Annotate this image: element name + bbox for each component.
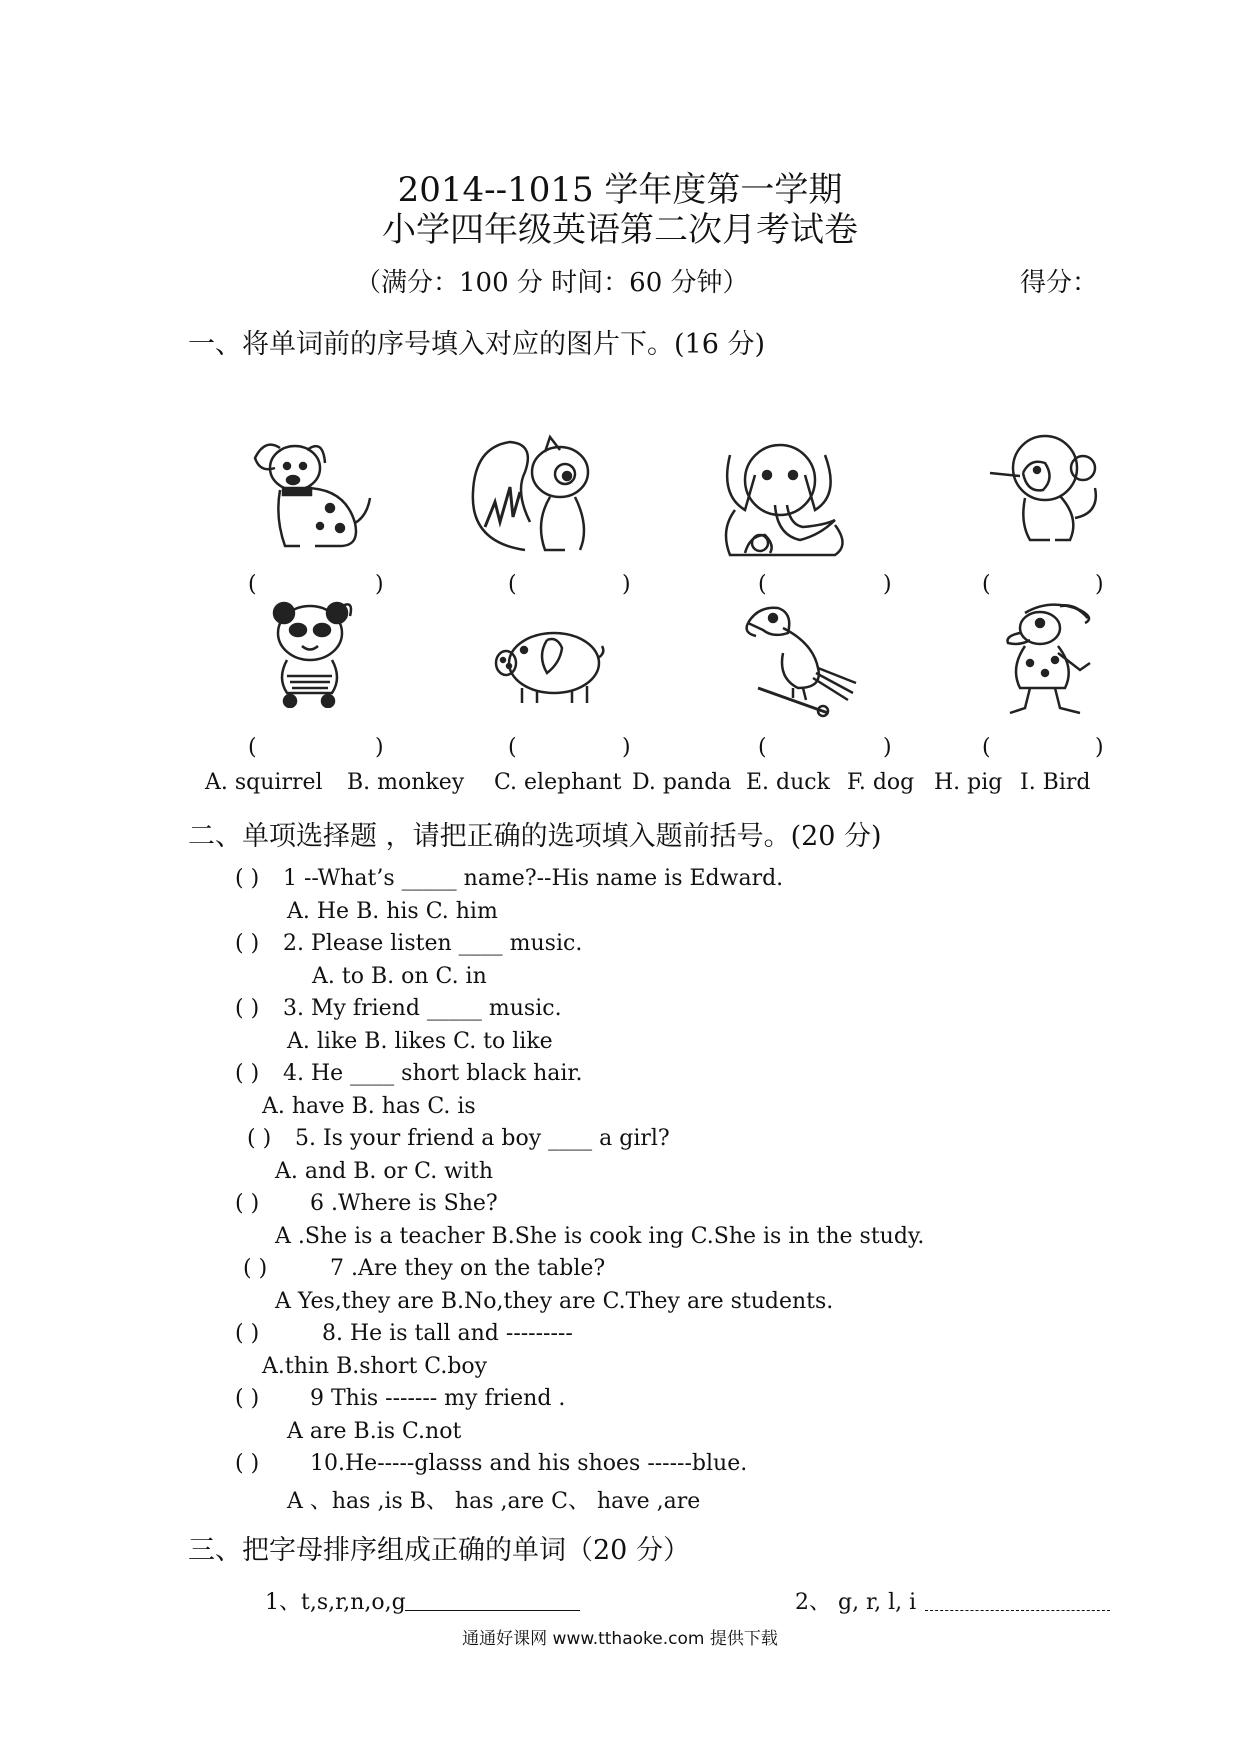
exam-info: （满分：100 分 时间：60 分钟） — [355, 268, 749, 298]
question-text: 7 .Are they on the table? — [330, 1256, 606, 1281]
question-paren: ( ) — [235, 1386, 260, 1411]
answer-paren-2-close: ) — [622, 572, 631, 597]
word-option: C. elephant — [494, 770, 622, 795]
answer-blank-2[interactable] — [925, 1590, 1110, 1615]
question-paren: ( ) — [235, 1321, 260, 1346]
answer-blank-1[interactable] — [405, 1590, 580, 1615]
score-label: 得分： — [1020, 268, 1099, 298]
question-options: A are B.is C.not — [287, 1419, 462, 1444]
question-paren: ( ) — [235, 1061, 260, 1086]
question-text: 2. Please listen ____ music. — [283, 931, 583, 956]
question-options: A. to B. on C. in — [312, 964, 487, 989]
question-options: A.thin B.short C.boy — [262, 1354, 488, 1379]
elephant-drawing-icon — [715, 435, 870, 560]
word-option: D. panda — [632, 770, 732, 795]
section1-heading: 一、将单词前的序号填入对应的图片下。(16 分) — [188, 329, 766, 360]
question-options: A. He B. his C. him — [287, 899, 498, 924]
answer-paren-2-open: ( — [508, 572, 517, 597]
question-text: 5. Is your friend a boy ____ a girl? — [295, 1126, 670, 1151]
squirrel-drawing-icon — [465, 432, 600, 557]
answer-paren-6-open: ( — [508, 735, 517, 760]
word-option: E. duck — [746, 770, 830, 795]
scramble-item-2 — [795, 1585, 916, 1616]
word-option: I. Bird — [1020, 770, 1091, 795]
question-text: 3. My friend _____ music. — [283, 996, 562, 1021]
answer-paren-5-open: ( — [248, 735, 257, 760]
dog-drawing-icon — [245, 428, 375, 553]
question-options: A 、has ,is B、 has ,are C、 have ,are — [287, 1489, 701, 1514]
answer-paren-4-close: ) — [1095, 572, 1104, 597]
panda-drawing-icon — [262, 598, 362, 708]
question-paren: ( ) — [235, 866, 260, 891]
question-text: 10.He-----glasss and his shoes ------blue. — [310, 1451, 748, 1476]
exam-title-line1: 2014--1015 学年度第一学期 — [397, 170, 843, 210]
exam-title-line2: 小学四年级英语第二次月考试卷 — [382, 210, 858, 250]
answer-paren-3-open: ( — [758, 572, 767, 597]
question-text: 4. He ____ short black hair. — [283, 1061, 583, 1086]
word-option: F. dog — [847, 770, 915, 795]
word-option: B. monkey — [347, 770, 465, 795]
duck-drawing-icon — [1000, 598, 1100, 718]
answer-paren-7-open: ( — [758, 735, 767, 760]
question-options: A. and B. or C. with — [275, 1159, 494, 1184]
answer-paren-1-open: ( — [248, 572, 257, 597]
scramble-item-label: 2、 g, r, l, i — [795, 1590, 917, 1615]
answer-paren-8-open: ( — [982, 735, 991, 760]
answer-paren-4-open: ( — [982, 572, 991, 597]
monkey-drawing-icon — [985, 428, 1110, 543]
answer-paren-5-close: ) — [375, 735, 384, 760]
question-text: 6 .Where is She? — [310, 1191, 498, 1216]
question-options: A. like B. likes C. to like — [287, 1029, 553, 1054]
word-option: A. squirrel — [205, 770, 323, 795]
answer-paren-7-close: ) — [883, 735, 892, 760]
question-paren: ( ) — [235, 931, 260, 956]
scramble-item-1 — [265, 1585, 406, 1616]
question-options: A Yes,they are B.No,they are C.They are students. — [275, 1289, 834, 1314]
answer-paren-8-close: ) — [1095, 735, 1104, 760]
answer-paren-6-close: ) — [622, 735, 631, 760]
answer-paren-1-close: ) — [375, 572, 384, 597]
question-paren: ( ) — [247, 1126, 272, 1151]
scramble-item-label: 1、t,s,r,n,o,g — [265, 1590, 406, 1615]
question-text: 9 This ------- my friend . — [310, 1386, 566, 1411]
question-options: A. have B. has C. is — [262, 1094, 476, 1119]
bird-drawing-icon — [738, 598, 858, 718]
question-paren: ( ) — [235, 1451, 260, 1476]
question-paren: ( ) — [235, 1191, 260, 1216]
question-paren: ( ) — [235, 996, 260, 1021]
section2-heading: 二、单项选择题 ，请把正确的选项填入题前括号。(20 分) — [188, 821, 882, 852]
section3-heading: 三、把字母排序组成正确的单词（20 分） — [188, 1535, 690, 1566]
question-text: 8. He is tall and --------- — [322, 1321, 573, 1346]
footer-source: 通通好课网 www.tthaoke.com 提供下载 — [462, 1629, 778, 1649]
word-option: H. pig — [934, 770, 1003, 795]
question-paren: ( ) — [243, 1256, 268, 1281]
question-text: 1 --What’s _____ name?--His name is Edward. — [283, 866, 784, 891]
answer-paren-3-close: ) — [883, 572, 892, 597]
question-options: A .She is a teacher B.She is cook ing C.She is in the study. — [275, 1224, 925, 1249]
pig-drawing-icon — [492, 618, 607, 708]
